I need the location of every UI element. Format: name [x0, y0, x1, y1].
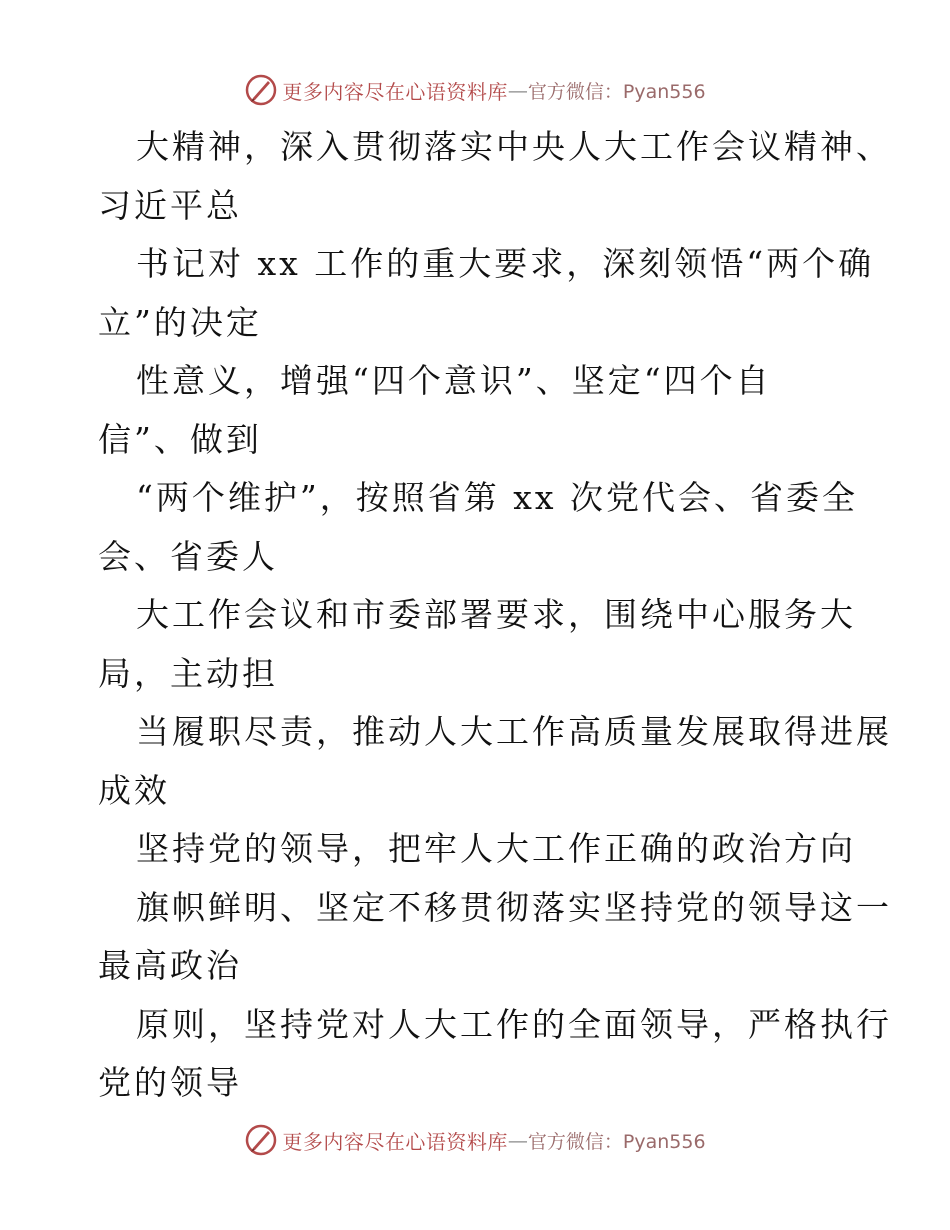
- text-line: 立”的决定: [98, 302, 262, 342]
- text-line: 原则，坚持党对人大工作的全面领导，严格执行: [136, 1004, 892, 1044]
- text-line: 大工作会议和市委部署要求，围绕中心服务大: [136, 595, 856, 634]
- banner-wechat: 官方微信：Pyan556: [527, 1130, 706, 1153]
- feather-pen-circle-icon: [244, 1123, 278, 1157]
- banner-separator: —: [507, 78, 528, 102]
- text-line: 性意义，增强“四个意识”、坚定“四个自: [136, 361, 772, 400]
- banner-wechat: 官方微信：Pyan556: [527, 80, 706, 103]
- text-line: 成效: [98, 770, 170, 810]
- document-body: [98, 118, 892, 1113]
- footer-banner: [0, 1120, 950, 1160]
- header-banner: [0, 70, 950, 110]
- text-line: 习近平总: [98, 185, 242, 225]
- text-line: 当履职尽责，推动人大工作高质量发展取得进展: [136, 712, 892, 751]
- text-line: 党的领导: [98, 1063, 242, 1102]
- banner-text: 更多内容尽在心语资料库: [282, 1129, 508, 1154]
- text-line: 最高政治: [98, 946, 242, 985]
- text-line: 局，主动担: [98, 653, 278, 693]
- banner-text: 更多内容尽在心语资料库: [282, 79, 508, 104]
- feather-pen-circle-icon: [244, 73, 278, 107]
- banner-separator: —: [507, 1128, 528, 1152]
- text-line: 书记对 xx 工作的重大要求，深刻领悟“两个确: [136, 244, 875, 283]
- text-line: 坚持党的领导，把牢人大工作正确的政治方向: [136, 829, 856, 868]
- text-line: 旗帜鲜明、坚定不移贯彻落实坚持党的领导这一: [136, 887, 892, 927]
- text-line: 大精神，深入贯彻落实中央人大工作会议精神、: [136, 127, 892, 166]
- text-line: 会、省委人: [98, 536, 278, 576]
- text-line: “两个维护”，按照省第 xx 次党代会、省委全: [136, 478, 858, 517]
- text-line: 信”、做到: [98, 419, 262, 459]
